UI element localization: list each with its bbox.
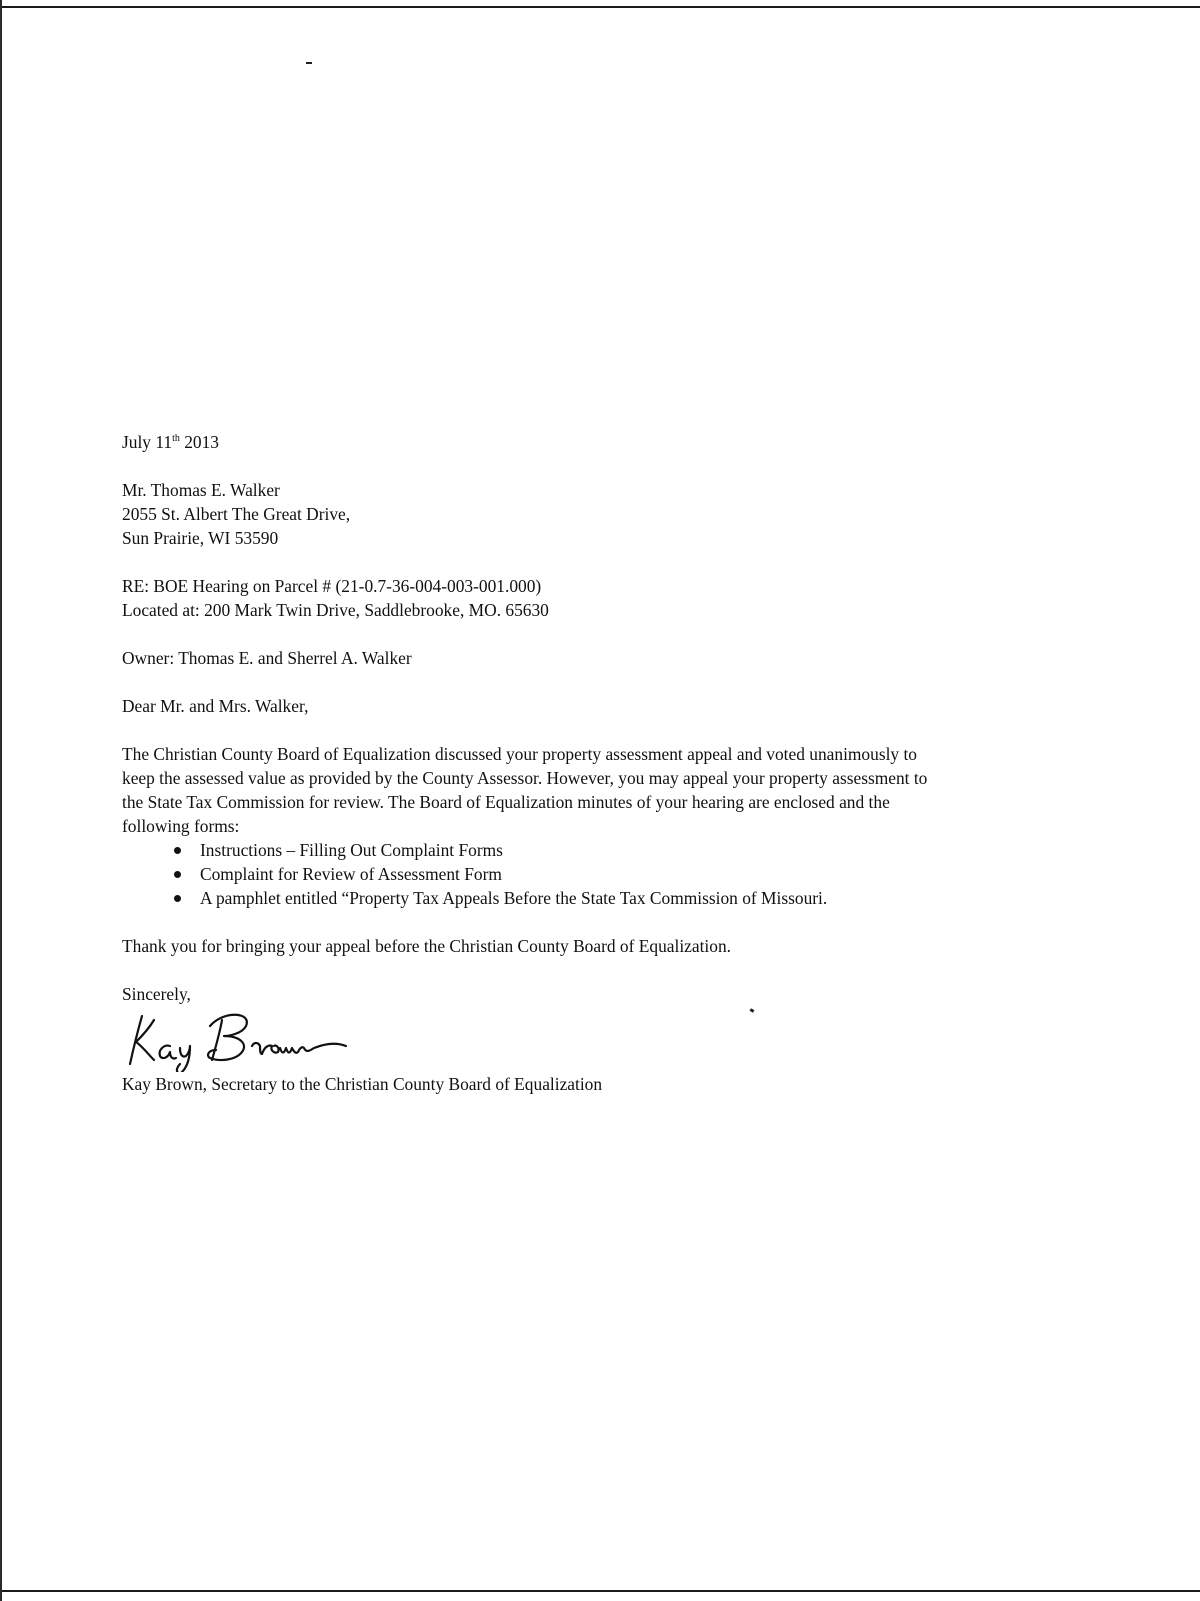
- subject-block: [122, 574, 1082, 622]
- property-location: Located at: 200 Mark Twin Drive, Saddlebrooke, MO. 65630: [122, 600, 549, 620]
- date-month-day: July 11: [122, 432, 173, 452]
- recipient-address: [122, 478, 1082, 550]
- scan-edge-bottom: [0, 1590, 1200, 1592]
- owner-line: Owner: Thomas E. and Sherrel A. Walker: [122, 648, 412, 668]
- body-line: following forms:: [122, 816, 240, 836]
- letter-date: [122, 430, 1082, 454]
- date-year: 2013: [179, 432, 220, 452]
- recipient-city: Sun Prairie, WI 53590: [122, 528, 279, 548]
- closing: Sincerely,: [122, 984, 191, 1004]
- enclosed-forms-list: [122, 838, 1082, 910]
- scan-edge-left: [0, 0, 2, 1601]
- date-suffix: th: [172, 433, 180, 445]
- body-paragraph: [122, 742, 1082, 838]
- subject-line: RE: BOE Hearing on Parcel # (21-0.7-36-004-003-001.000): [122, 576, 542, 596]
- closing-remark: Thank you for bringing your appeal before the Christian County Board of Equalization.: [122, 936, 732, 956]
- list-item: Complaint for Review of Assessment Form: [122, 862, 1082, 886]
- list-item: Instructions – Filling Out Complaint Forms: [122, 838, 1082, 862]
- body-line: the State Tax Commission for review. The Board of Equalization minutes of your hearing are enclosed and the: [122, 792, 890, 812]
- signature-icon: [124, 1006, 364, 1072]
- recipient-street: 2055 St. Albert The Great Drive,: [122, 504, 351, 524]
- body-line: The Christian County Board of Equalization discussed your property assessment appeal and voted unanimously to: [122, 744, 917, 764]
- handwritten-signature: [122, 1006, 1082, 1072]
- recipient-name: Mr. Thomas E. Walker: [122, 480, 280, 500]
- scan-edge-top: [0, 6, 1200, 8]
- list-item: A pamphlet entitled “Property Tax Appeals Before the State Tax Commission of Missouri.: [122, 886, 1082, 910]
- scan-speck: [306, 62, 312, 64]
- salutation: Dear Mr. and Mrs. Walker,: [122, 696, 309, 716]
- signer-name-title: Kay Brown, Secretary to the Christian County Board of Equalization: [122, 1074, 603, 1094]
- letter-body: [122, 430, 1082, 1096]
- body-line: keep the assessed value as provided by the County Assessor. However, you may appeal your property assessment to: [122, 768, 928, 788]
